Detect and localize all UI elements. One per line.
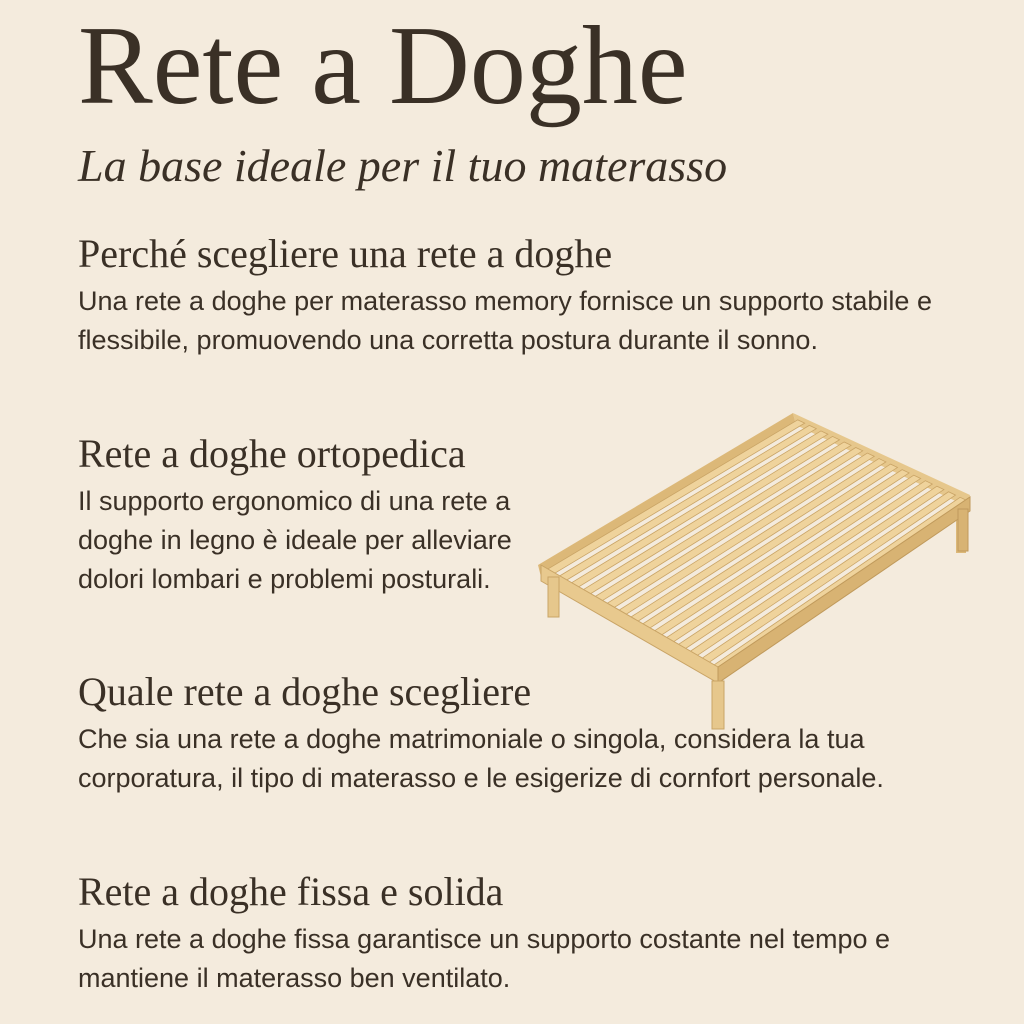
section-heading: Perché scegliere una rete a doghe bbox=[78, 231, 613, 276]
section-body: Che sia una rete a doghe matrimoniale o singola, considera la tua corporatura, il tipo di materasso e le esigerize di cornfort personale. bbox=[78, 724, 884, 793]
section-orthopedic bbox=[78, 430, 548, 599]
page-title: Rete a Doghe bbox=[78, 4, 688, 128]
section-which-to-choose bbox=[78, 668, 938, 798]
section-fixed-solid bbox=[78, 868, 938, 998]
section-body: Una rete a doghe per materasso memory fornisce un supporto stabile e flessibile, promuovendo una corretta postura durante il sonno. bbox=[78, 286, 932, 355]
section-heading: Rete a doghe ortopedica bbox=[78, 431, 466, 476]
section-body: Una rete a doghe fissa garantisce un supporto costante nel tempo e mantiene il materasso ben ventilato. bbox=[78, 924, 891, 993]
section-heading: Quale rete a doghe scegliere bbox=[78, 669, 532, 714]
page-subtitle: La base ideale per il tuo materasso bbox=[78, 140, 728, 191]
section-heading: Rete a doghe fissa e solida bbox=[78, 869, 504, 914]
section-body: Il supporto ergonomico di una rete a doghe in legno è ideale per alleviare dolori lombari e problemi posturali. bbox=[78, 486, 512, 594]
section-why-choose bbox=[78, 230, 938, 360]
